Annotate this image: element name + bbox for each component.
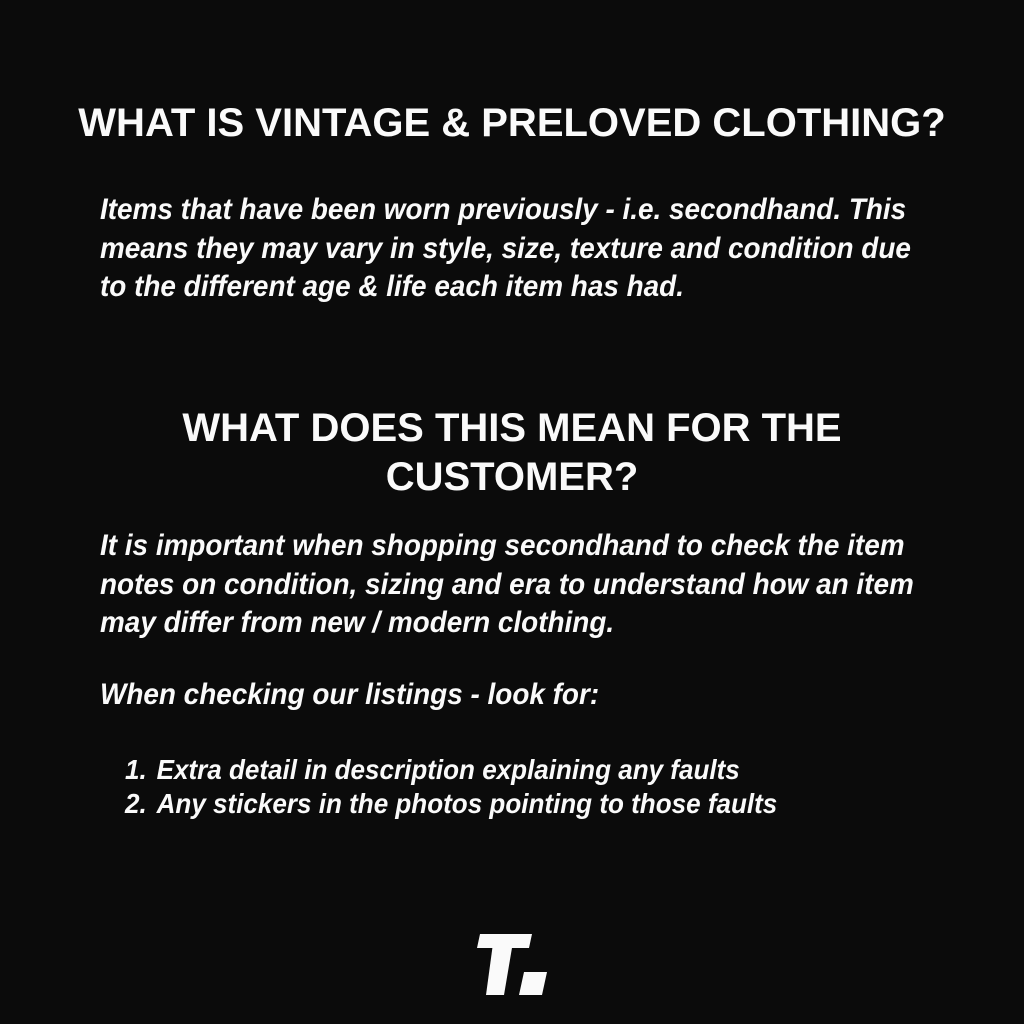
thrifted-t-logo-icon	[477, 934, 547, 995]
customer-section-title	[0, 404, 1024, 502]
page-title: WHAT IS VINTAGE & PRELOVED CLOTHING?	[78, 100, 946, 145]
customer-info-paragraph	[100, 527, 914, 643]
listings-intro: When checking our listings - look for:	[100, 678, 600, 711]
intro-paragraph	[100, 191, 911, 307]
customer-info-line: may differ from new / modern clothing.	[100, 606, 615, 639]
customer-section-title-line: CUSTOMER?	[385, 455, 639, 500]
list-item-number: 2.	[125, 787, 147, 819]
list-item-text: Extra detail in description explaining any faults	[156, 754, 740, 785]
intro-line: to the different age & life each item has had.	[100, 270, 684, 303]
brand-logo	[477, 934, 547, 995]
list-item-text: Any stickers in the photos pointing to those faults	[156, 787, 778, 819]
list-item	[125, 753, 777, 787]
intro-line: Items that have been worn previously - i.e. secondhand. This	[100, 193, 907, 226]
list-item-number: 1.	[125, 754, 147, 785]
list-item	[125, 787, 777, 821]
customer-info-line: It is important when shopping secondhand to check the item	[100, 529, 905, 562]
intro-line: means they may vary in style, size, texture and condition due	[100, 231, 911, 265]
customer-section-title-line: WHAT DOES THIS MEAN FOR THE	[182, 406, 842, 451]
customer-info-line: notes on condition, sizing and era to understand how an item	[100, 567, 914, 601]
checklist	[125, 753, 777, 820]
